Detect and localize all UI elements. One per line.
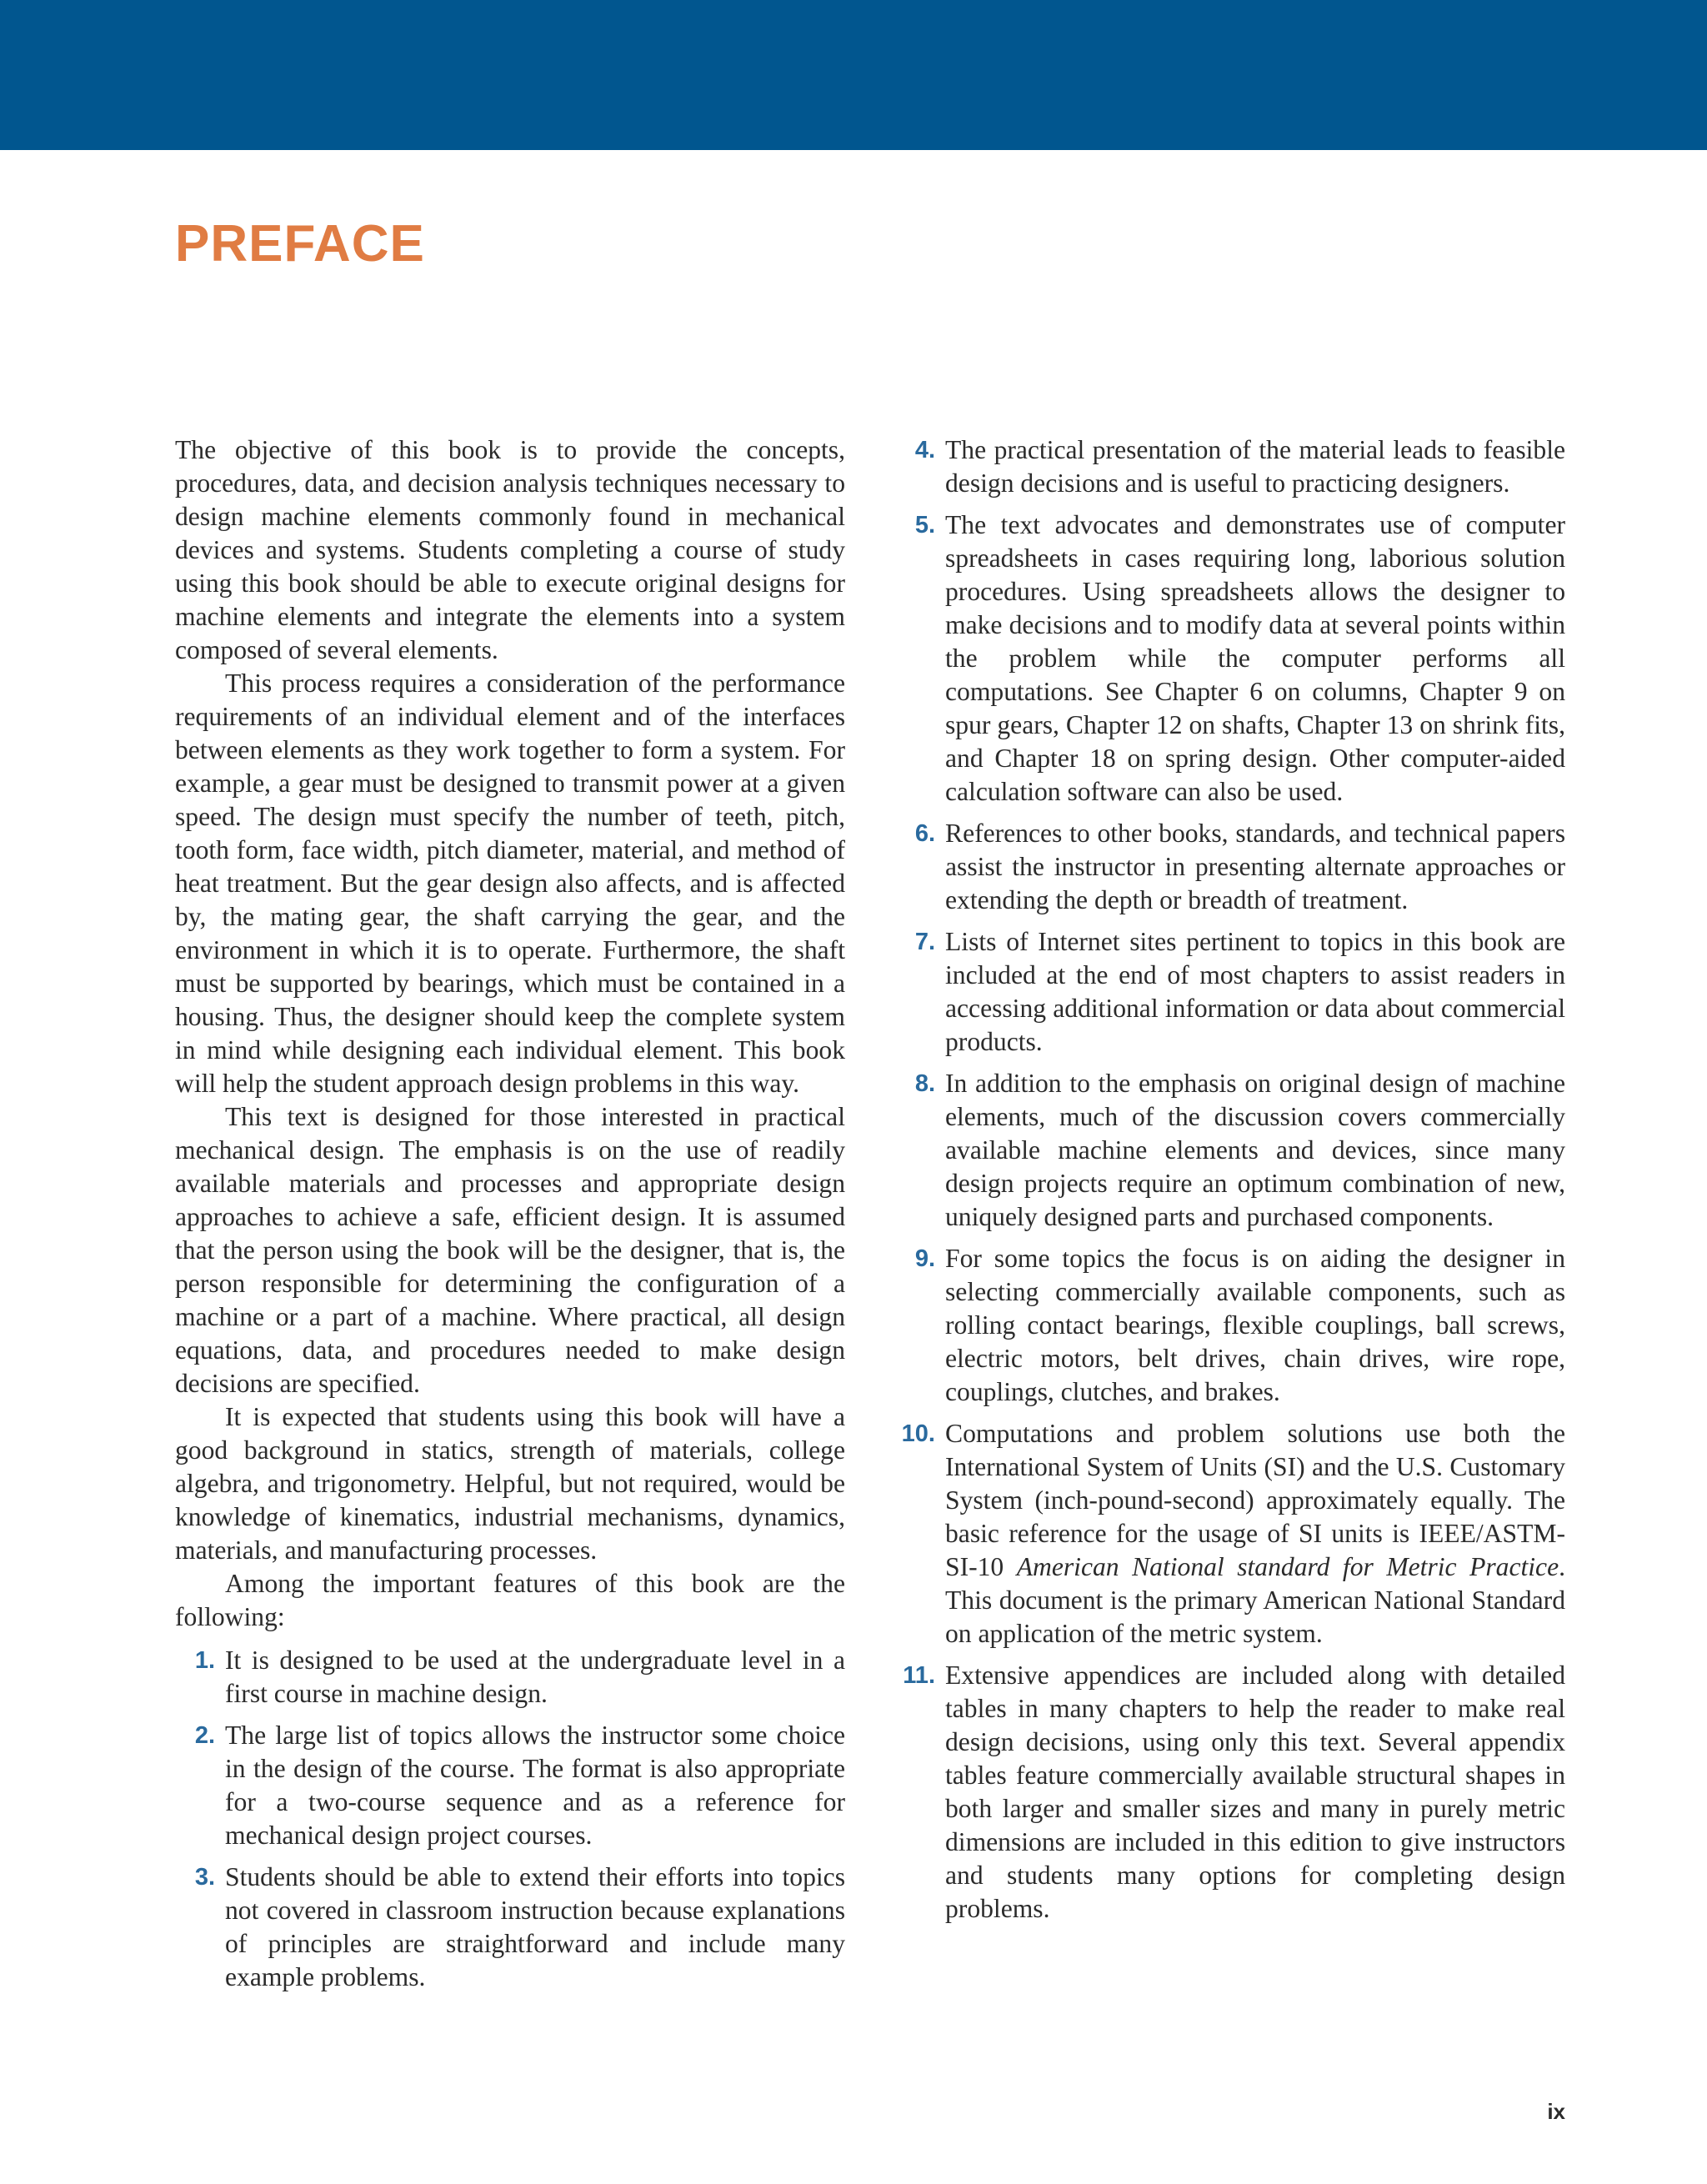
list-item-number: 7. (914, 929, 935, 955)
list-item (175, 1861, 845, 1994)
list-item-number: 1. (194, 1647, 215, 1674)
list-item-text: It is designed to be used at the undergraduate level in a first course in machine design. (225, 1646, 845, 1708)
list-item-number: 8. (914, 1070, 935, 1097)
header-band (0, 0, 1707, 150)
intro-paragraph: This text is designed for those interested in practical mechanical design. The emphasis is on the use of readily available materials and processes and appropriate design approaches to achieve a safe, efficient design. It is assumed that the person using the book will be the designer, that is, the person responsible for determining the configuration of a machine or a part of a machine. Where practical, all design equations, data, and procedures needed to make design decisions are specified. (175, 1102, 845, 1398)
intro-paragraph: It is expected that students using this book will have a good background in statics, strength of materials, college algebra, and trigonometry. Helpful, but not required, would be knowledge of kinematics, industrial mechanisms, dynamics, materials, and manufacturing processes. (175, 1402, 845, 1565)
list-item (175, 1644, 845, 1711)
list-item (894, 817, 1565, 917)
list-item-text: Extensive appendices are included along with detailed tables in many chapters to help the reader to make real design decisions, using only this text. Several appendix tables feature commercially available structural shapes in both larger and smaller sizes and many in purely metric dimensions are included in this edition to give instructors and students many options for completing design problems. (945, 1661, 1565, 1923)
page-number: ix (1547, 2099, 1565, 2124)
intro-paragraph: This process requires a consideration of the performance requirements of an individual element and of the interfaces between elements as they work together to form a system. For example, a gear must be designed to transmit power at a given speed. The design must specify the number of teeth, pitch, tooth form, face width, pitch diameter, material, and method of heat treatment. But the gear design also affects, and is affected by, the mating gear, the shaft carrying the gear, and the environment in which it is to operate. Furthermore, the shaft must be supported by bearings, which must be contained in a housing. Thus, the designer should keep the complete system in mind while designing each individual element. This book will help the student approach design problems in this way. (175, 669, 845, 1098)
list-item-number: 9. (914, 1245, 935, 1272)
right-column (894, 433, 1565, 1934)
page-title: PREFACE (175, 215, 425, 273)
list-item-number: 3. (194, 1864, 215, 1891)
list-item (894, 1067, 1565, 1234)
intro-paragraph: The objective of this book is to provide the concepts, procedures, data, and decision analysis techniques necessary to design machine elements commonly found in mechanical devices and systems. Students completing a course of study using this book should be able to execute original designs for machine elements and integrate the elements into a system composed of several elements. (175, 435, 845, 664)
list-item-text (945, 1419, 1565, 1648)
list-item-text: Students should be able to extend their efforts into topics not covered in classroom instruction because explanations of principles are straightforward and include many example problems. (225, 1862, 845, 1991)
left-column (175, 433, 845, 2002)
list-item (894, 433, 1565, 500)
list-item-text-part: . This document is the primary American National Standard on application of the metric system. (945, 1552, 1565, 1648)
list-item-text: References to other books, standards, and technical papers assist the instructor in presenting alternate approaches or extending the depth or breadth of treatment. (945, 819, 1565, 914)
list-item (175, 1719, 845, 1852)
list-item-number: 5. (914, 512, 935, 538)
list-item-number: 11. (903, 1662, 935, 1689)
features-list-continued (894, 433, 1565, 1926)
list-item-text: The large list of topics allows the instructor some choice in the design of the course. The format is also appropriate for a two-course sequence and as a reference for mechanical design project courses. (225, 1721, 845, 1850)
list-item-text: Lists of Internet sites pertinent to topics in this book are included at the end of most chapters to assist readers in accessing additional information or data about commercial products. (945, 927, 1565, 1056)
standard-title: American National standard for Metric Practice (1016, 1552, 1559, 1581)
list-item (894, 1417, 1565, 1651)
list-item-text: In addition to the emphasis on original design of machine elements, much of the discussion covers commercially available machine elements and devices, since many design projects require an optimum combination of new, uniquely designed parts and purchased components. (945, 1069, 1565, 1231)
list-item-text-part: Computations and problem solutions use both the International System of Units (SI) and the U.S. Customary System (inch-pound-second) approximately equally. The basic reference for the usage of SI units is IEEE/ASTM-SI-10 (945, 1419, 1565, 1581)
list-item (894, 925, 1565, 1059)
list-item (894, 508, 1565, 809)
list-item (894, 1242, 1565, 1409)
list-item-text: The text advocates and demonstrates use of computer spreadsheets in cases requiring long, laborious solution procedures. Using spreadsheets allows the designer to make decisions and to modify data at several points within the problem while the computer performs all computations. See Chapter 6 on columns, Chapter 9 on spur gears, Chapter 12 on shafts, Chapter 13 on shrink fits, and Chapter 18 on spring design. Other computer-aided calculation software can also be used. (945, 510, 1565, 806)
list-item-number: 10. (901, 1420, 935, 1447)
list-item-number: 4. (914, 437, 935, 463)
list-item-text: The practical presentation of the material leads to feasible design decisions and is useful to practicing designers. (945, 435, 1565, 498)
intro-paragraph: Among the important features of this book are the following: (175, 1569, 845, 1631)
list-item-number: 6. (914, 820, 935, 847)
features-list (175, 1644, 845, 1994)
list-item (894, 1659, 1565, 1926)
list-item-number: 2. (194, 1722, 215, 1749)
list-item-text: For some topics the focus is on aiding the designer in selecting commercially available components, such as rolling contact bearings, flexible couplings, ball screws, electric motors, belt drives, chain drives, wire rope, couplings, clutches, and brakes. (945, 1244, 1565, 1406)
